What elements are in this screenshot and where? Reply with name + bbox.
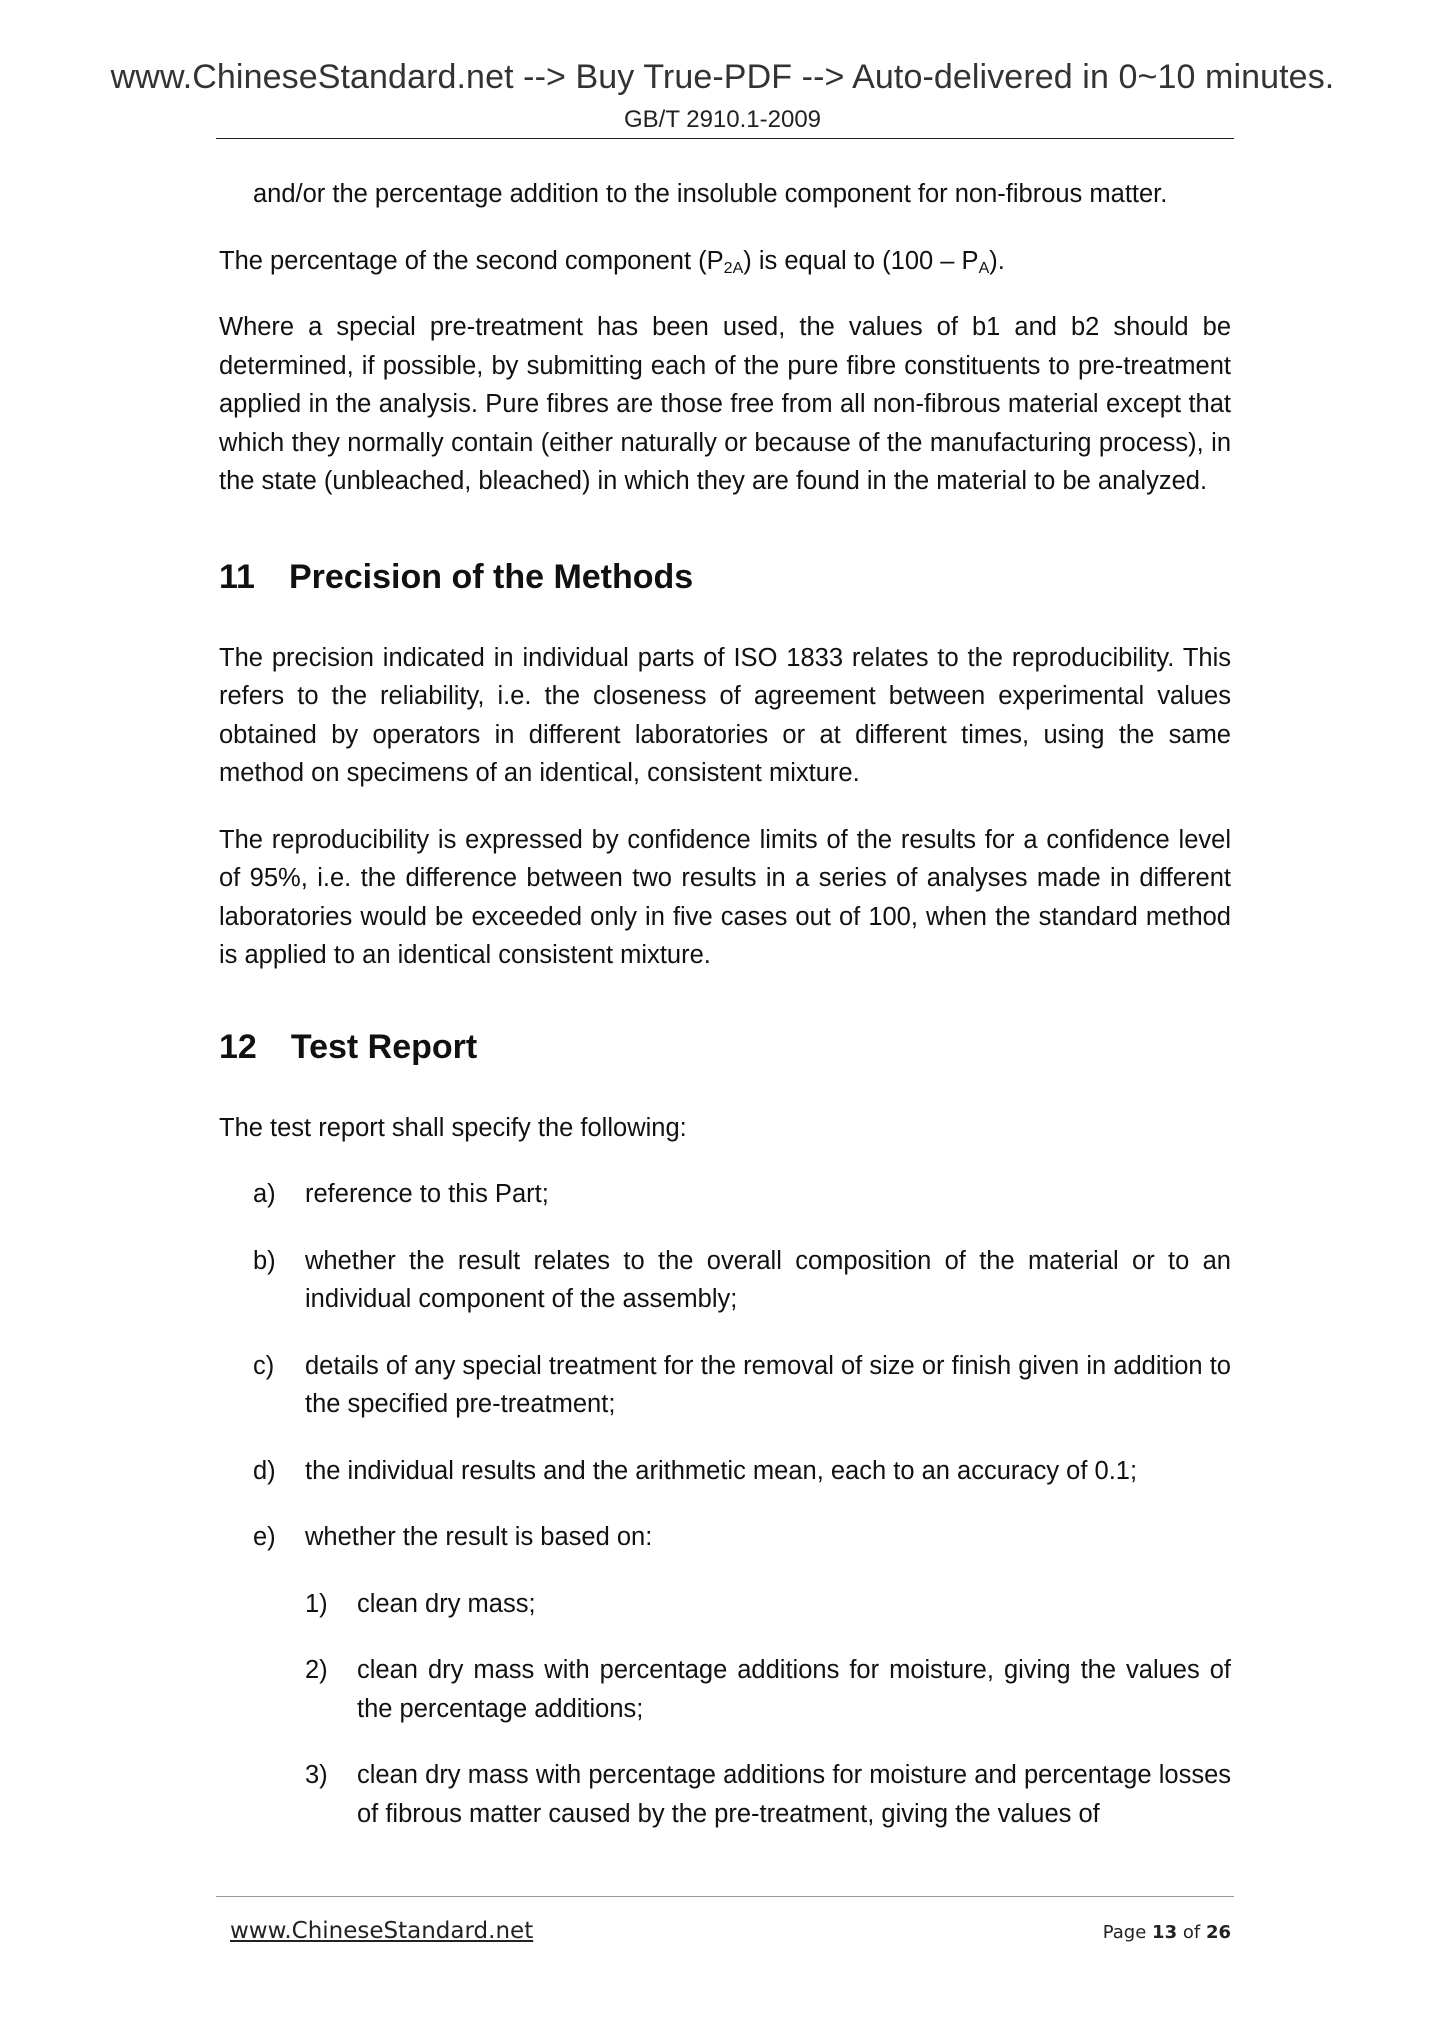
second-component-text-1: The percentage of the second component (P: [219, 246, 724, 275]
sub-list-item: [219, 1756, 1231, 1833]
sub-list-marker: 1): [305, 1589, 328, 1618]
header-banner[interactable]: www.ChineseStandard.net --> Buy True-PDF --> Auto-delivered in 0~10 minutes.: [110, 58, 1335, 96]
precision-paragraph: The precision indicated in individual parts of ISO 1833 relates to the reproducibility. This refers to the reliability, i.e. the closeness of agreement between experimental values obtained by operators in different laboratories or at different times, using the same method on specimens of an identical, consistent mixture.: [219, 643, 1231, 787]
sub-list-marker: 2): [305, 1656, 328, 1684]
sub-list-marker: 3): [305, 1761, 328, 1789]
intro-continuation: and/or the percentage addition to the insoluble component for non-fibrous matter.: [253, 180, 1168, 208]
sub-list-item-text: clean dry mass;: [357, 1589, 536, 1618]
list-item: [219, 1347, 1231, 1424]
sub-list-item: [219, 1585, 1231, 1624]
footer-site-link[interactable]: www.ChineseStandard.net: [230, 1918, 534, 1944]
list-marker: a): [253, 1180, 276, 1208]
page-label: Page: [1102, 1922, 1147, 1943]
reproducibility-paragraph: The reproducibility is expressed by confidence limits of the results for a confidence level of 95%, i.e. the difference between two results in a series of analyses made in different laboratories would be exceeded only in five cases out of 100, when the standard method is applied to an identical consistent mixture.: [219, 825, 1231, 969]
list-marker: e): [253, 1523, 276, 1551]
list-item: [219, 1242, 1231, 1319]
list-item: [219, 1452, 1231, 1491]
page-current: 13: [1152, 1922, 1178, 1943]
document-body: [219, 175, 1231, 1861]
list-marker: d): [253, 1456, 276, 1485]
list-item: [219, 1518, 1231, 1557]
page-total: 26: [1205, 1922, 1231, 1943]
list-item-text: whether the result is based on:: [305, 1523, 653, 1551]
list-marker: b): [253, 1246, 276, 1275]
section-11-number: 11: [219, 557, 255, 596]
list-item-text: whether the result relates to the overall composition of the material or to an individual component of the assembly;: [305, 1246, 1231, 1313]
sub-list-item: [219, 1651, 1231, 1728]
section-12-title: Test Report: [290, 1027, 478, 1066]
test-report-intro: The test report shall specify the following:: [219, 1113, 687, 1142]
section-12-heading: [219, 1027, 1231, 1067]
subscript-2a: 2A: [723, 259, 744, 277]
list-marker: c): [253, 1351, 275, 1380]
list-item: [219, 1175, 1231, 1214]
page-of: of: [1182, 1922, 1201, 1943]
subscript-a: A: [978, 259, 990, 277]
list-item-text: the individual results and the arithmetic mean, each to an accuracy of 0.1;: [305, 1456, 1138, 1485]
section-11-title: Precision of the Methods: [288, 557, 694, 596]
sub-list-item-text: clean dry mass with percentage additions for moisture and percentage losses of fibrous matter caused by the pre-treatment, giving the values of: [357, 1761, 1231, 1828]
section-12-number: 12: [219, 1027, 257, 1066]
header-divider: [216, 138, 1234, 139]
standard-code: GB/T 2910.1-2009: [623, 106, 822, 133]
second-component-text-2: ) is equal to (100 – P: [743, 246, 979, 275]
sub-list-item-text: clean dry mass with percentage additions for moisture, giving the values of the percentage additions;: [357, 1656, 1231, 1723]
second-component-text-3: ).: [989, 246, 1005, 275]
list-item-text: details of any special treatment for the removal of size or finish given in addition to the specified pre-treatment;: [305, 1351, 1231, 1418]
list-item-text: reference to this Part;: [305, 1180, 549, 1208]
page-indicator: [1000, 1922, 1231, 1943]
section-11-heading: [219, 557, 1231, 597]
second-component-paragraph: [219, 242, 1231, 281]
footer-divider: [216, 1896, 1234, 1897]
pretreatment-paragraph: Where a special pre-treatment has been used, the values of b1 and b2 should be determined, if possible, by submitting each of the pure fibre constituents to pre-treatment applied in the analysis. Pure fibres are those free from all non-fibrous material except that which they normally contain (either naturally or because of the manufacturing process), in the state (unbleached, bleached) in which they are found in the material to be analyzed.: [219, 313, 1231, 495]
